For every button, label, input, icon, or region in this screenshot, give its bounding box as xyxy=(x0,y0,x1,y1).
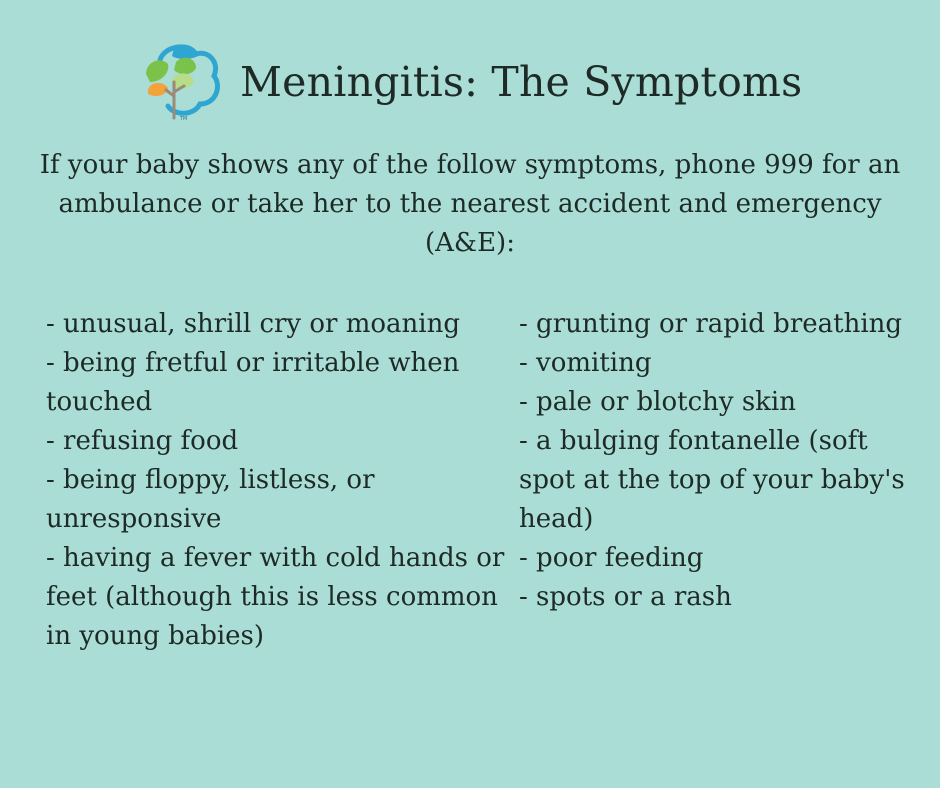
list-item: - being fretful or irritable when touched xyxy=(46,348,460,417)
list-item: - refusing food xyxy=(46,426,239,456)
list-item: - a bulging fontanelle (soft spot at the top of your baby's head) xyxy=(519,426,905,534)
list-item: - being floppy, listless, or unresponsive xyxy=(46,465,375,534)
logo-blue-blob xyxy=(172,45,198,59)
logo-tm: TM xyxy=(180,116,188,122)
logo-green-leaf-top xyxy=(174,58,196,75)
list-item: - grunting or rapid breathing xyxy=(519,309,903,339)
symptoms-list-left xyxy=(46,305,506,656)
list-item: - poor feeding xyxy=(519,543,704,573)
logo-green-leaf-left xyxy=(146,60,168,82)
list-item: - unusual, shrill cry or moaning xyxy=(46,309,460,339)
tree-logo-icon xyxy=(138,40,220,122)
list-item: - pale or blotchy skin xyxy=(519,387,796,417)
page-title: Meningitis: The Symptoms xyxy=(240,58,803,106)
list-item: - vomiting xyxy=(519,348,652,378)
intro-paragraph: If your baby shows any of the follow symptoms, phone 999 for an ambulance or take her to the nearest accident and emergency (A&E): xyxy=(39,150,901,258)
symptoms-list-right xyxy=(519,305,911,617)
list-item: - spots or a rash xyxy=(519,582,732,612)
list-item: - having a fever with cold hands or feet (although this is less common in young babies) xyxy=(46,543,505,651)
